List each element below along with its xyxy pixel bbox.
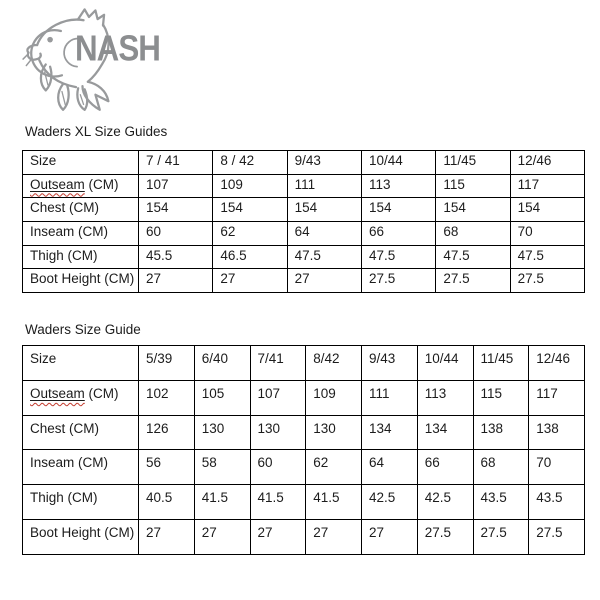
value-cell: 117 <box>510 174 584 198</box>
size-header-cell: 11/45 <box>473 346 529 381</box>
row-label-suffix: (CM) <box>65 420 100 436</box>
value-cell: 56 <box>139 450 195 485</box>
value-cell: 41.5 <box>194 485 250 520</box>
waders-xl-size-table <box>22 150 585 293</box>
value-cell: 47.5 <box>436 245 510 269</box>
value-cell: 62 <box>213 222 287 246</box>
row-label-word: Boot Height <box>30 271 101 287</box>
value-cell: 27 <box>250 519 306 554</box>
value-cell: 58 <box>194 450 250 485</box>
value-cell: 27 <box>362 519 418 554</box>
value-cell: 113 <box>361 174 435 198</box>
value-cell: 154 <box>287 198 361 222</box>
value-cell: 117 <box>529 380 585 415</box>
value-cell: 138 <box>473 415 529 450</box>
table2-title: Waders Size Guide <box>25 322 141 337</box>
row-label-word <box>30 177 85 192</box>
nash-logo <box>16 4 186 116</box>
size-header-cell: 9/43 <box>287 151 361 175</box>
value-cell: 134 <box>362 415 418 450</box>
value-cell: 107 <box>250 380 306 415</box>
value-cell: 43.5 <box>473 485 529 520</box>
value-cell: 70 <box>510 222 584 246</box>
value-cell: 45.5 <box>139 245 213 269</box>
brand-name: NASH <box>75 28 160 69</box>
misspelled-word: Outseam <box>30 176 85 192</box>
row-label-word: Chest <box>30 420 66 436</box>
value-cell: 27.5 <box>417 519 473 554</box>
measurement-row <box>23 450 585 485</box>
value-cell: 42.5 <box>362 485 418 520</box>
size-header-cell: 12/46 <box>510 151 584 175</box>
value-cell: 27.5 <box>473 519 529 554</box>
value-cell: 27.5 <box>361 269 435 293</box>
measurement-row <box>23 198 585 222</box>
value-cell: 42.5 <box>417 485 473 520</box>
value-cell: 64 <box>362 450 418 485</box>
size-header-cell: 7/41 <box>250 346 306 381</box>
row-label-word: Chest <box>30 200 66 216</box>
value-cell: 154 <box>213 198 287 222</box>
size-header-cell: 10/44 <box>361 151 435 175</box>
value-cell: 138 <box>529 415 585 450</box>
measurement-row <box>23 174 585 198</box>
waders-size-table <box>22 345 585 555</box>
value-cell: 60 <box>139 222 213 246</box>
measurement-row <box>23 519 585 554</box>
value-cell: 154 <box>436 198 510 222</box>
size-header-cell: 11/45 <box>436 151 510 175</box>
value-cell: 105 <box>194 380 250 415</box>
row-label-cell <box>23 174 139 198</box>
row-label-cell <box>23 485 139 520</box>
value-cell: 130 <box>250 415 306 450</box>
measurement-row <box>23 222 585 246</box>
value-cell: 62 <box>306 450 362 485</box>
row-label-word: Inseam <box>30 455 75 471</box>
row-label-word: Thigh <box>30 247 64 263</box>
row-label-word: Boot Height <box>30 524 101 540</box>
measurement-row <box>23 269 585 293</box>
value-cell: 111 <box>362 380 418 415</box>
value-cell: 126 <box>139 415 195 450</box>
row-label-word: Inseam <box>30 224 75 240</box>
row-label-suffix: (CM) <box>100 271 135 287</box>
value-cell: 40.5 <box>139 485 195 520</box>
row-label-suffix: (CM) <box>65 200 100 216</box>
value-cell: 130 <box>306 415 362 450</box>
size-header-row <box>23 151 585 175</box>
row-label-cell <box>23 222 139 246</box>
row-label-cell <box>23 245 139 269</box>
value-cell: 109 <box>213 174 287 198</box>
value-cell: 27 <box>287 269 361 293</box>
value-cell: 66 <box>417 450 473 485</box>
size-header-row <box>23 346 585 381</box>
value-cell: 47.5 <box>510 245 584 269</box>
value-cell: 115 <box>473 380 529 415</box>
value-cell: 27 <box>194 519 250 554</box>
size-header-label-cell: Size <box>23 346 139 381</box>
value-cell: 27.5 <box>436 269 510 293</box>
measurement-row <box>23 485 585 520</box>
value-cell: 27.5 <box>510 269 584 293</box>
value-cell: 66 <box>361 222 435 246</box>
size-header-cell: 6/40 <box>194 346 250 381</box>
value-cell: 70 <box>529 450 585 485</box>
value-cell: 154 <box>139 198 213 222</box>
value-cell: 134 <box>417 415 473 450</box>
row-label-suffix: (CM) <box>74 224 109 240</box>
size-header-label-cell: Size <box>23 151 139 175</box>
row-label-suffix: (CM) <box>100 524 135 540</box>
value-cell: 27 <box>139 269 213 293</box>
size-header-cell: 12/46 <box>529 346 585 381</box>
value-cell: 60 <box>250 450 306 485</box>
misspelled-word: Outseam <box>30 385 85 401</box>
value-cell: 111 <box>287 174 361 198</box>
value-cell: 154 <box>510 198 584 222</box>
value-cell: 68 <box>436 222 510 246</box>
value-cell: 41.5 <box>306 485 362 520</box>
row-label-cell <box>23 415 139 450</box>
measurement-row <box>23 380 585 415</box>
value-cell: 107 <box>139 174 213 198</box>
value-cell: 64 <box>287 222 361 246</box>
value-cell: 27 <box>306 519 362 554</box>
value-cell: 113 <box>417 380 473 415</box>
value-cell: 43.5 <box>529 485 585 520</box>
row-label-suffix: (CM) <box>74 455 109 471</box>
value-cell: 46.5 <box>213 245 287 269</box>
size-header-cell: 9/43 <box>362 346 418 381</box>
row-label-suffix: (CM) <box>84 385 119 401</box>
size-header-cell: 5/39 <box>139 346 195 381</box>
value-cell: 47.5 <box>287 245 361 269</box>
measurement-row <box>23 415 585 450</box>
value-cell: 102 <box>139 380 195 415</box>
value-cell: 41.5 <box>250 485 306 520</box>
size-header-cell: 8/42 <box>306 346 362 381</box>
value-cell: 27 <box>213 269 287 293</box>
row-label-word <box>30 386 85 401</box>
row-label-suffix: (CM) <box>63 490 98 506</box>
table1-title: Waders XL Size Guides <box>25 124 168 139</box>
row-label-cell <box>23 450 139 485</box>
size-header-cell: 7 / 41 <box>139 151 213 175</box>
row-label-cell <box>23 519 139 554</box>
measurement-row <box>23 245 585 269</box>
value-cell: 109 <box>306 380 362 415</box>
size-header-cell: 10/44 <box>417 346 473 381</box>
row-label-suffix: (CM) <box>63 247 98 263</box>
row-label-cell <box>23 380 139 415</box>
value-cell: 47.5 <box>361 245 435 269</box>
size-header-cell: 8 / 42 <box>213 151 287 175</box>
value-cell: 27.5 <box>529 519 585 554</box>
value-cell: 154 <box>361 198 435 222</box>
row-label-cell <box>23 269 139 293</box>
value-cell: 68 <box>473 450 529 485</box>
value-cell: 115 <box>436 174 510 198</box>
value-cell: 130 <box>194 415 250 450</box>
row-label-word: Thigh <box>30 490 64 506</box>
row-label-cell <box>23 198 139 222</box>
value-cell: 27 <box>139 519 195 554</box>
row-label-suffix: (CM) <box>84 176 119 192</box>
